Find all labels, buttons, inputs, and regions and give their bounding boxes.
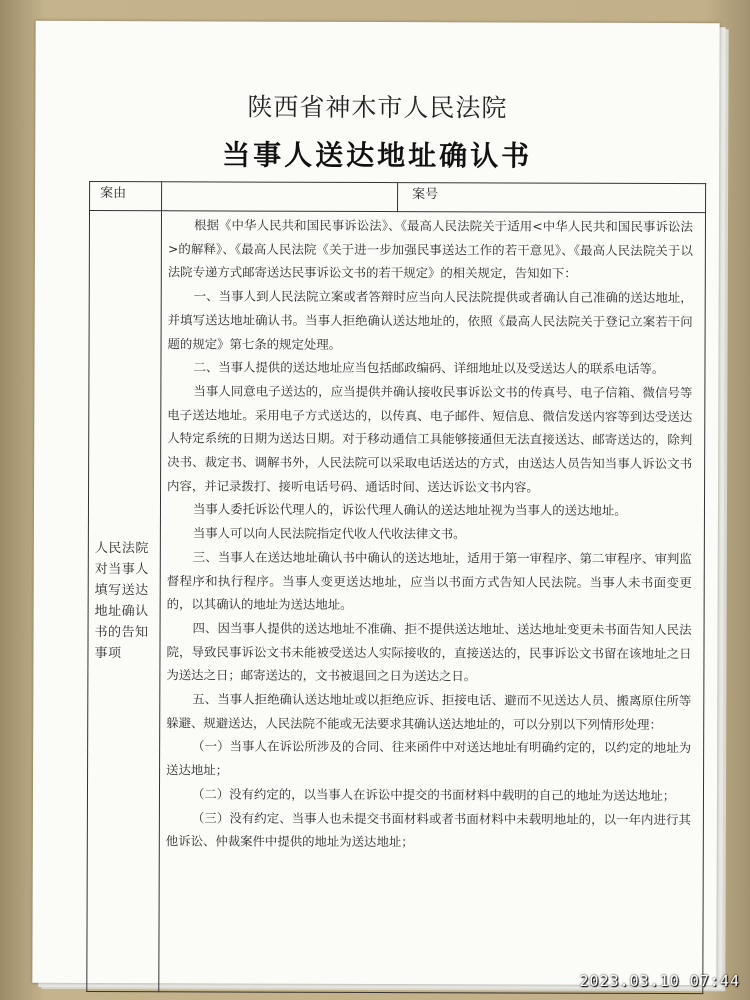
paragraph: 二、当事人提供的送达地址应当包括邮政编码、详细地址以及受送达人的联系电话等。 — [193, 359, 665, 377]
paragraph: 四、因当事人提供的送达地址不准确、拒不提供送达地址、送达地址变更未书面告知人民法院，导致民事诉讼文书未能被受送达人实际接收的，直接送达的，民事诉讼文书留在该地址之日为送达之日；邮寄送达的，文书被退回之日为送达之日。 — [166, 620, 692, 684]
paragraph: 一、当事人到人民法院立案或者答辩时应当向人民法院提供或者确认自己准确的送达地址，并填写送达地址确认书。当事人拒绝确认送达地址的，依照《最高人民法院关于登记立案若干问题的规定》第七条的规定处理。 — [167, 288, 693, 352]
paragraph: （二）没有约定的，以当事人在诉讼中提交的书面材料中载明的自己的地址为送达地址； — [191, 786, 676, 803]
paragraph: （三）没有约定、当事人也未提交书面材料或者书面材料中未载明地址的，以一年内进行其他诉讼、仲裁案件中提供的地址为送达地址； — [165, 809, 691, 850]
case-cause-value — [162, 182, 398, 212]
notice-body — [159, 211, 706, 994]
document-title: 当事人送达地址确认书 — [222, 138, 533, 173]
paragraph: 当事人可以向人民法院指定代收人代收法律文书。 — [192, 525, 466, 542]
notice-left-label: 人民法院对当事人填写送达地址确认书的告知事项 — [87, 210, 162, 991]
paragraph: 五、当事人拒绝确认送达地址或以拒绝应诉、拒接电话、避而不见送达人员、搬离原住所等躲避、规避送达，人民法院不能或无法要求其确认送达地址的，可以分别以下列情形处理： — [166, 691, 692, 732]
header-row — [90, 181, 706, 212]
paragraph: 根据《中华人民共和国民事诉讼法》、《最高人民法院关于适用<中华人民共和国民事诉讼法>的解释》、《最高人民法院《关于进一步加强民事送达工作的若干意见》、《最高人民法院关于以法院专递方式邮寄送达民事诉讼文书的若干规定》的相关规定，告知如下： — [167, 217, 693, 282]
paragraph: 当事人委托诉讼代理人的，诉讼代理人确认的送达地址视为当事人的送达地址。 — [192, 501, 627, 519]
notice-row — [87, 210, 706, 993]
case-number-label: 案号 — [398, 183, 706, 213]
court-name: 陕西省神木市人民法院 — [247, 92, 508, 123]
case-cause-label: 案由 — [90, 181, 162, 210]
photo-timestamp: 2023.03.10 07:44 — [579, 972, 740, 990]
paragraph: 当事人同意电子送达的，应当提供并确认接收民事诉讼文书的传真号、电子信箱、微信号等电子送达地址。采用电子方式送达的，以传真、电子邮件、短信息、微信发送内容等到达受送达人特定系统的日期为送达日期。对于移动通信工具能够接通但无法直接送达、邮寄送达的，除判决书、裁定书、调解书外，人民法院可以采取电话送达的方式，由送达人员告知当事人诉讼文书内容，并记录拨打、接听电话号码、通话时间、送达诉讼文书内容。 — [167, 383, 693, 495]
document-page — [32, 21, 719, 985]
notice-table — [86, 181, 706, 994]
paragraph: （一）当事人在诉讼所涉及的合同、往来函件中对送达地址有明确约定的，以约定的地址为送达地址； — [166, 738, 692, 778]
paragraph: 三、当事人在送达地址确认书中确认的送达地址，适用于第一审程序、第二审程序、审判监督程序和执行程序。当事人变更送达地址，应当以书面方式告知人民法院。当事人未书面变更的，以其确认的地址为送达地址。 — [166, 549, 692, 613]
